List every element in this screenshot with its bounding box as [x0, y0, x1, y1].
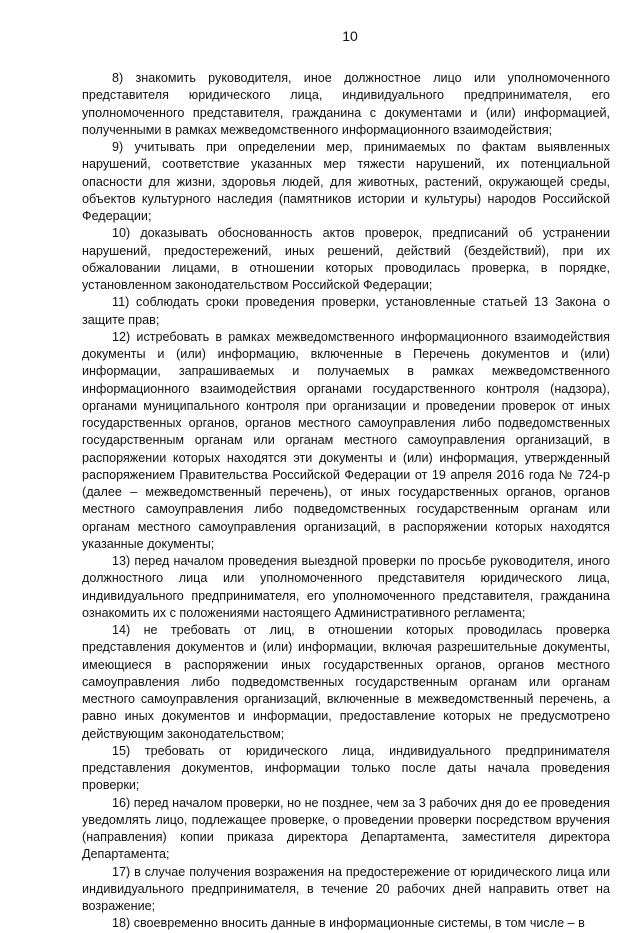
page-number: 10 — [342, 28, 358, 44]
paragraph-item-17: 17) в случае получения возражения на предостережение от юридического лица или индивидуального предпринимателя, в течение 20 рабочих дней направить ответ на возражение; — [82, 864, 610, 913]
paragraph-item-10: 10) доказывать обоснованность актов проверок, предписаний об устранении нарушений, предостережений, иных решений, действий (бездействий), при их обжаловании лицами, в отношении которых проводилась проверка, в порядке, установленном законодательством Российской Федерации; — [82, 226, 610, 292]
paragraph-item-16: 16) перед началом проверки, но не позднее, чем за 3 рабочих дня до ее проведения уведомлять лицо, подлежащее проверке, о проведении проверки посредством вручения (направления) копии приказа директора Департамента, заместителя директора Департамента; — [82, 795, 610, 862]
paragraph-item-18: 18) своевременно вносить данные в информационные системы, в том числе – в — [112, 916, 585, 931]
paragraph-item-13: 13) перед началом проведения выездной проверки по просьбе руководителя, иного должностного лица или уполномоченного представителя юридического лица, индивидуального предпринимателя, его уполномоченного представителя, гражданина ознакомить их с положениями настоящего Административного регламента; — [82, 554, 610, 620]
paragraph-item-14: 14) не требовать от лиц, в отношении которых проводилась проверка представления документов и (или) информации, включая разрешительные документы, имеющиеся в распоряжении иных государственных органов, органов местного самоуправления либо подведомственных государственным органам или органам местного самоуправления организаций, включенные в межведомственный перечень, а равно иных документов и информации, предоставление которых не предусмотрено действующим законодательством; — [82, 623, 610, 741]
paragraph-item-9: 9) учитывать при определении мер, принимаемых по фактам выявленных нарушений, соответствие указанных мер тяжести нарушений, их потенциальной опасности для жизни, здоровья людей, для животных, растений, окружающей среды, объектов культурного наследия (памятников истории и культуры) народов Российской Федерации; — [82, 140, 610, 223]
paragraph-item-12: 12) истребовать в рамках межведомственного информационного взаимодействия документы и (или) информацию, включенные в Перечень документов и (или) информации, запрашиваемых и получаемых в рамках межведомственного информационного взаимодействия органами государственного контроля (надзора), органами муниципального контроля при организации и проведении проверок от иных государственных органов, органов местного самоуправления либо подведомственных государственным органам или органам местного самоуправления организаций, в распоряжении которых находятся эти документы и (или) информация, утвержденный распоряжением Правительства Российской Федерации от 19 апреля 2016 года № 724-р (далее – межведомственный перечень), от иных государственных органов, органов местного самоуправления либо подведомственных государственным органам или органам местного самоуправления организаций, в распоряжении которых находятся указанные документы; — [82, 329, 610, 551]
paragraph-item-11: 11) соблюдать сроки проведения проверки, установленные статьей 13 Закона о защите прав; — [82, 295, 610, 327]
paragraph-item-15: 15) требовать от юридического лица, индивидуального предпринимателя представления документов, информации только после даты начала проведения проверки; — [82, 743, 610, 793]
paragraph-item-8: 8) знакомить руководителя, иное должностное лицо или уполномоченного представителя юридического лица, индивидуального предпринимателя, его уполномоченного представителя, гражданина с документами и (или) информацией, полученными в рамках межведомственного информационного взаимодействия; — [82, 71, 610, 137]
